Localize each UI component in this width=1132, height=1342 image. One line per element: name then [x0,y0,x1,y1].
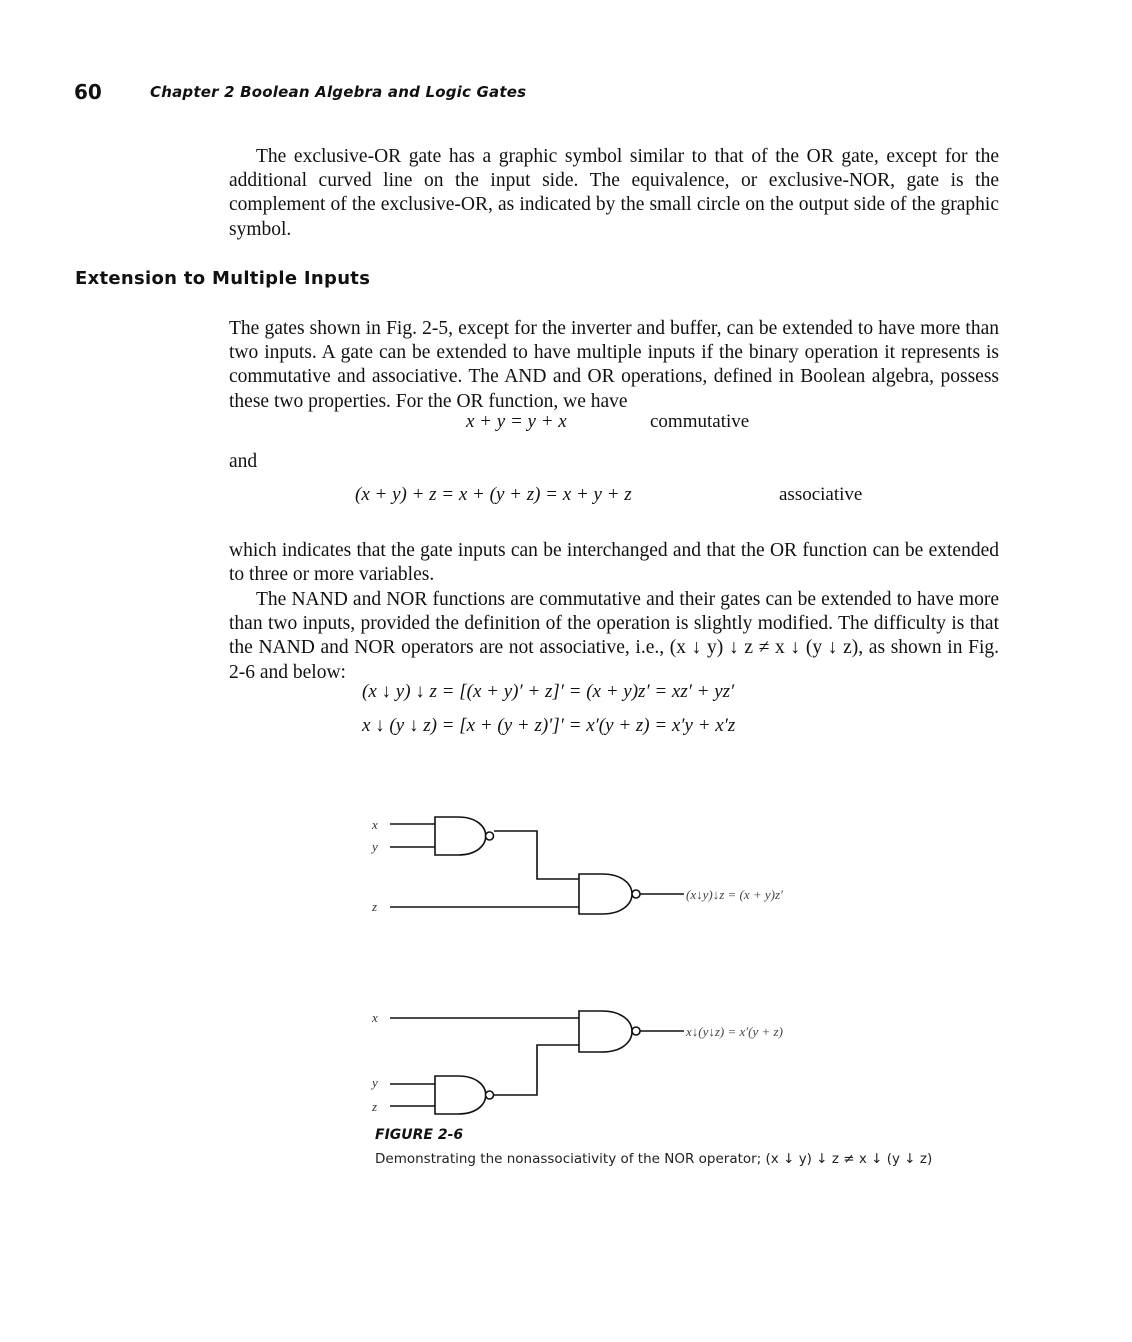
top-input-label-z: z [372,899,378,914]
equation-nor-right-assoc-expr: x ↓ (y ↓ z) = [x + (y + z)′]′ = x′(y + z) = x′y + x′z [362,715,736,736]
equation-commutative-note: commutative [650,411,750,432]
page-number: 60 [74,80,102,104]
word-and: and [229,451,258,472]
bottom-input-label-y: y [372,1075,378,1090]
bottom-input-label-z: z [372,1099,378,1114]
top-nor-gate-1 [435,817,494,855]
top-output-label: (x↓y)↓z = (x + y)z′ [686,887,783,902]
bottom-output-label: x↓(y↓z) = x′(y + z) [686,1024,783,1039]
paragraph-extension: The gates shown in Fig. 2-5, except for the inverter and buffer, can be extended to have more than two inputs. A gate can be extended to have multiple inputs if the binary operation it represents is commutative and associative. The AND and OR operations, defined in Boolean algebra, possess these two properties. For the OR function, we have [229,317,999,412]
top-input-label-y: y [372,839,378,854]
top-intermediate-wire [494,831,579,879]
paragraph-exclusive-or: The exclusive-OR gate has a graphic symbol similar to that of the OR gate, except for the additional curved line on the input side. The equivalence, or exclusive-NOR, gate is the complement of the exclusive-OR, as indicated by the small circle on the output side of the graphic symbol. [229,145,999,240]
bottom-nor-gate-2 [579,1011,640,1052]
top-input-label-x: x [372,817,378,832]
figure-label: FIGURE 2-6 [375,1127,464,1143]
bottom-intermediate-wire [494,1045,579,1095]
top-nor-gate-2 [579,874,640,914]
bottom-nor-gate-1 [435,1076,494,1114]
equation-commutative-expr: x + y = y + x [466,411,567,432]
equation-nor-left-assoc-expr: (x ↓ y) ↓ z = [(x + y)′ + z]′ = (x + y)z′ = xz′ + yz′ [362,681,735,702]
paragraph-which-indicates: which indicates that the gate inputs can be interchanged and that the OR function can be extended to three or more variables. [229,539,999,585]
paragraph-nand-nor: The NAND and NOR functions are commutative and their gates can be extended to have more than two inputs, provided the definition of the operation is slightly modified. The difficulty is that the NAND and NOR operators are not associative, i.e., (x ↓ y) ↓ z ≠ x ↓ (y ↓ z), as shown in Fig. 2-6 and below: [229,588,999,683]
figure-caption: Demonstrating the nonassociativity of the NOR operator; (x ↓ y) ↓ z ≠ x ↓ (y ↓ z) [375,1151,933,1167]
equation-associative-note: associative [779,484,863,505]
running-head: Chapter 2 Boolean Algebra and Logic Gates [150,83,527,101]
bottom-input-label-x: x [372,1010,378,1025]
section-heading: Extension to Multiple Inputs [75,268,371,289]
equation-associative-expr: (x + y) + z = x + (y + z) = x + y + z [355,484,632,505]
